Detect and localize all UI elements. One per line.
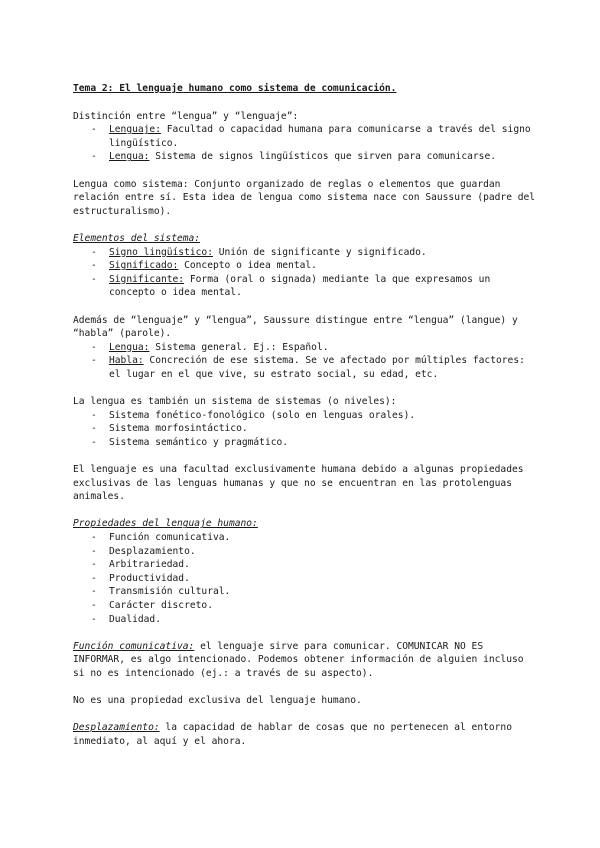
habla-intro: Además de “lenguaje” y “lengua”, Saussure distingue entre “lengua” (langue) y “habla” (parole). (73, 314, 518, 340)
list-item: - Desplazamiento. (73, 545, 540, 559)
item-text: Unión de significante y significado. (212, 246, 427, 258)
list-item: - Carácter discreto. (73, 599, 540, 613)
funcion-paragraph (73, 640, 540, 681)
item-text: Sistema de signos lingüísticos que sirven para comunicarse. (149, 151, 496, 163)
term-label: Función comunicativa: (73, 640, 195, 652)
paragraph-text: la capacidad de hablar de cosas que no pertenecen al entorno inmediato, al aquí y el ahora. (73, 722, 512, 747)
document-title: Tema 2: El lenguaje humano como sistema de comunicación. (73, 83, 397, 94)
distincion-intro: Distinción entre “lengua” y “lenguaje”: (73, 110, 299, 122)
list-item: - Sistema semántico y pragmático. (73, 436, 540, 450)
term-label: Desplazamiento: (73, 722, 160, 734)
term-label: Significado: (109, 260, 179, 272)
list-item: - Transmisión cultural. (73, 585, 540, 599)
term-label: Lenguaje: (109, 124, 161, 136)
distincion-list (73, 123, 540, 164)
lengua-sistema-paragraph: Lengua como sistema: Conjunto organizado de reglas o elementos que guardan relación entre sí. Esta idea de lengua como sistema nace con Saussure (padre del estructuralismo). (73, 178, 536, 217)
facultad-paragraph: El lenguaje es una facultad exclusivamente humana debido a algunas propiedades exclusivas de las lenguas humanas y que no se encuentran en las protolenguas animales. (73, 464, 524, 503)
list-item (73, 123, 540, 150)
elementos-heading: Elementos del sistema: (73, 232, 201, 244)
sistemas-list (73, 409, 540, 450)
list-item (73, 354, 540, 381)
item-text: Sistema general. Ej.: Español. (149, 341, 329, 353)
list-item (73, 341, 540, 355)
term-label: Significante: (109, 273, 185, 285)
item-text: Concepto o idea mental. (178, 260, 317, 272)
propiedades-heading: Propiedades del lenguaje humano: (73, 518, 258, 530)
elementos-list (73, 246, 540, 300)
term-label: Habla: (109, 355, 144, 367)
sistemas-intro: La lengua es también un sistema de sistemas (o niveles): (73, 396, 397, 408)
item-text: Concreción de ese sistema. Se ve afectado por múltiples factores: el lugar en el que vive, su estrato social, su edad, etc. (109, 355, 525, 380)
paragraph-text: el lenguaje sirve para comunicar. COMUNICAR NO ES INFORMAR, es algo intencionado. Podemos obtener información de alguien incluso si no es intencionado (ej.: a través de su aspecto). (73, 640, 524, 679)
list-item: - Dualidad. (73, 613, 540, 627)
list-item: - Sistema fonético-fonológico (solo en lenguas orales). (73, 409, 540, 423)
list-item (73, 150, 540, 164)
term-label: Lengua: (109, 341, 150, 353)
item-text: Facultad o capacidad humana para comunicarse a través del signo lingüístico. (109, 124, 531, 149)
list-item: - Productividad. (73, 572, 540, 586)
item-text: Forma (oral o signada) mediante la que expresamos un concepto o idea mental. (109, 273, 491, 299)
list-item: - Sistema morfosintáctico. (73, 422, 540, 436)
list-item: - Función comunicativa. (73, 531, 540, 545)
list-item (73, 246, 540, 260)
no-exclusiva-paragraph: No es una propiedad exclusiva del lenguaje humano. (73, 695, 362, 707)
desplazamiento-paragraph (73, 721, 540, 748)
propiedades-list (73, 531, 540, 626)
list-item (73, 259, 540, 273)
list-item: - Arbitrariedad. (73, 558, 540, 572)
list-item (73, 273, 540, 300)
term-label: Lengua: (109, 151, 150, 163)
habla-list (73, 341, 540, 382)
term-label: Signo lingüístico: (109, 246, 213, 258)
